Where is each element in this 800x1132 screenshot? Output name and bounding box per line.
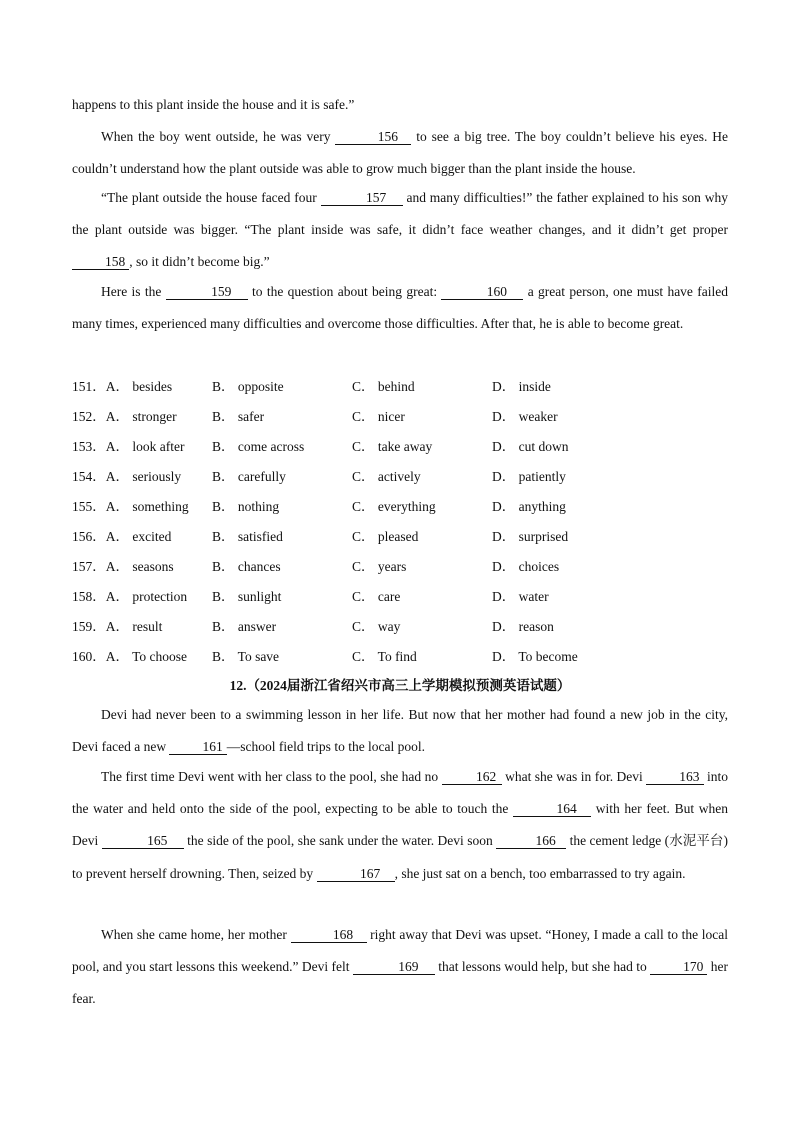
question-row <box>72 522 728 552</box>
question-154: 154．A． seriously <box>72 469 182 484</box>
option-c: C． To find <box>352 649 417 664</box>
option-c: C． pleased <box>352 529 419 544</box>
option-b: B． nothing <box>212 499 280 514</box>
option-b: B． come across <box>212 439 305 454</box>
blank-158: 158 <box>72 254 129 270</box>
blank-159: 159 <box>166 284 248 300</box>
question-151: 151．A． besides <box>72 379 173 394</box>
option-d: D． cut down <box>492 439 569 454</box>
option-d: D． patiently <box>492 469 566 484</box>
option-b: B． To save <box>212 649 280 664</box>
section12-paragraph-3: When she came home, her mother 168 right away that Devi was upset. “Honey, I made a call to the local pool, and you start lessons this weekend.” Devi felt 169 that lessons would help, but she had to 170 her fear. <box>72 927 728 1007</box>
question-158: 158．A． protection <box>72 589 188 604</box>
passage-intro-line: happens to this plant inside the house and it is safe.” <box>72 97 355 112</box>
option-a: A． stronger <box>105 409 177 424</box>
question-153: 153．A． look after <box>72 439 185 454</box>
question-row <box>72 402 728 432</box>
option-d: D． anything <box>492 499 566 514</box>
passage-paragraph-1: When the boy went outside, he was very 156 to see a big tree. The boy couldn’t believe his eyes. He couldn’t understand how the plant outside was able to grow much bigger than the plant inside the house. <box>72 129 728 177</box>
question-row <box>72 582 728 612</box>
question-160: 160．A． To choose <box>72 649 188 664</box>
section12-paragraph-1: Devi had never been to a swimming lesson in her life. But now that her mother had found a new job in the city, Devi faced a new 161 —school field trips to the local pool. <box>72 707 728 755</box>
option-d: D． To become <box>492 649 578 664</box>
blank-157: 157 <box>321 190 403 206</box>
question-row <box>72 372 728 402</box>
blank-163: 163 <box>646 769 703 785</box>
question-156: 156．A． excited <box>72 529 172 544</box>
blank-164: 164 <box>513 801 591 817</box>
option-c: C． behind <box>352 379 415 394</box>
passage-paragraph-2: “The plant outside the house faced four 157 and many difficulties!” the father explained to his son why the plant outside was bigger. “The plant inside was safe, it didn’t face weather changes, and it didn’t get proper 158 , so it didn’t become big.” <box>72 190 728 270</box>
question-row <box>72 552 728 582</box>
option-a: A． something <box>105 499 189 514</box>
question-155: 155．A． something <box>72 499 189 514</box>
option-a: A． result <box>105 619 163 634</box>
option-c: C． nicer <box>352 409 405 424</box>
blank-170: 170 <box>650 959 707 975</box>
option-a: A． look after <box>105 439 185 454</box>
question-152: 152．A． stronger <box>72 409 177 424</box>
option-a: A． seriously <box>105 469 182 484</box>
option-b: B． safer <box>212 409 265 424</box>
option-a: A． besides <box>105 379 173 394</box>
option-a: A． To choose <box>105 649 188 664</box>
blank-161: 161 <box>169 739 226 755</box>
section12-paragraph-2: The first time Devi went with her class to the pool, she had no 162 what she was in for. Devi 163 into the water and held onto the side of the pool, expecting to be able to touch the 164 with her feet. But when Devi 165 the side of the pool, she sank under the water. Devi soon 166 the cement ledge (水泥平台) to prevent herself drowning. Then, seized by 167 , she just sat on a bench, too embarrassed to try again. <box>72 769 728 881</box>
option-b: B． sunlight <box>212 589 282 604</box>
option-b: B． satisfied <box>212 529 283 544</box>
option-d: D． reason <box>492 619 554 634</box>
option-d: D． water <box>492 589 549 604</box>
option-b: B． opposite <box>212 379 284 394</box>
passage-paragraph-3: Here is the 159 to the question about being great: 160 a great person, one must have failed many times, experienced many difficulties and overcome those difficulties. After that, he is able to become great. <box>72 284 728 332</box>
blank-160: 160 <box>441 284 523 300</box>
question-row <box>72 612 728 642</box>
option-c: C． everything <box>352 499 436 514</box>
option-d: D． weaker <box>492 409 558 424</box>
blank-168: 168 <box>291 927 367 943</box>
option-a: A． excited <box>105 529 172 544</box>
option-c: C． way <box>352 619 401 634</box>
option-c: C． care <box>352 589 401 604</box>
blank-166: 166 <box>496 833 566 849</box>
option-d: D． surprised <box>492 529 569 544</box>
question-157: 157．A． seasons <box>72 559 174 574</box>
question-row <box>72 462 728 492</box>
option-d: D． choices <box>492 559 560 574</box>
option-b: B． chances <box>212 559 281 574</box>
question-row <box>72 492 728 522</box>
option-c: C． years <box>352 559 407 574</box>
option-a: A． protection <box>105 589 188 604</box>
option-b: B． answer <box>212 619 277 634</box>
section-12-title: 12.（2024届浙江省绍兴市高三上学期模拟预测英语试题） <box>229 678 571 693</box>
blank-162: 162 <box>442 769 502 785</box>
option-b: B． carefully <box>212 469 286 484</box>
blank-167: 167 <box>317 866 395 882</box>
option-a: A． seasons <box>105 559 174 574</box>
blank-165: 165 <box>102 833 184 849</box>
blank-169: 169 <box>353 959 435 975</box>
question-159: 159．A． result <box>72 619 163 634</box>
option-c: C． take away <box>352 439 433 454</box>
blank-156: 156 <box>335 129 411 145</box>
question-row <box>72 432 728 462</box>
question-row <box>72 642 728 672</box>
option-d: D． inside <box>492 379 551 394</box>
question-options-list <box>72 372 728 672</box>
option-c: C． actively <box>352 469 421 484</box>
